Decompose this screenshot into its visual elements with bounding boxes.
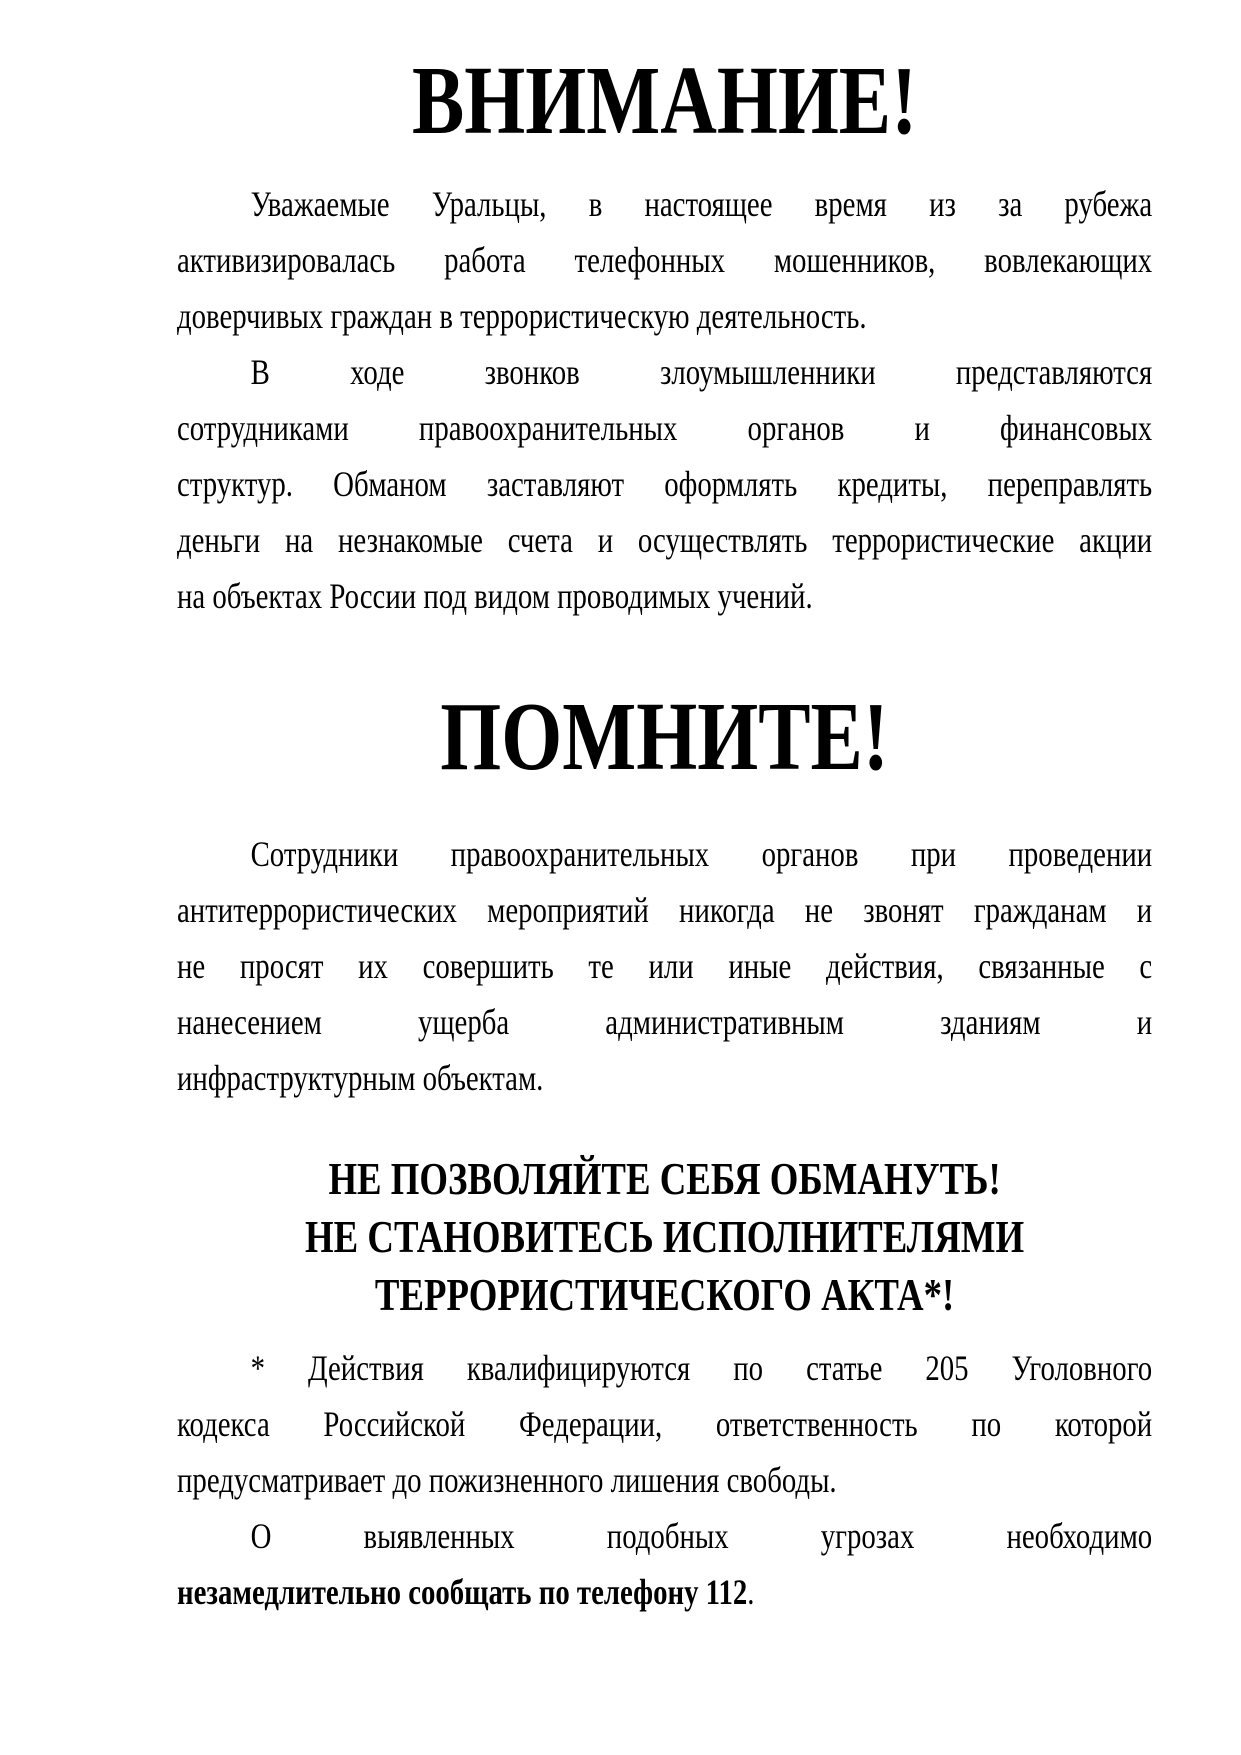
warning-slogan xyxy=(177,1150,1152,1324)
text-line: нанесением ущерба административным зданиям и xyxy=(177,1002,1153,1042)
text-line: НЕ СТАНОВИТЕСЬ ИСПОЛНИТЕЛЯМИ xyxy=(305,1211,1025,1262)
text-line xyxy=(177,1564,1152,1620)
text-line: * Действия квалифицируются по статье 205 Уголовного xyxy=(250,1348,1153,1388)
report-phone-tail: . xyxy=(747,1572,755,1612)
text-line: кодекса Российской Федерации, ответственность по которой xyxy=(177,1404,1153,1444)
paragraph-footnote xyxy=(177,1340,1152,1508)
document-content xyxy=(177,24,1152,1620)
text-line: Уважаемые Уральцы, в настоящее время из за рубежа xyxy=(250,184,1153,224)
paragraph-officials xyxy=(177,826,1152,1106)
text-line: инфраструктурным объектам. xyxy=(177,1058,544,1098)
text-line: В ходе звонков злоумышленники представляются xyxy=(250,352,1153,392)
text-line: сотрудниками правоохранительных органов и финансовых xyxy=(177,408,1153,448)
paragraph-report xyxy=(177,1508,1152,1620)
text-line: деньги на незнакомые счета и осуществлять террористические акции xyxy=(177,520,1153,560)
text-line: антитеррористических мероприятий никогда не звонят гражданам и xyxy=(177,890,1153,930)
text-line: не просят их совершить те или иные действия, связанные с xyxy=(177,946,1153,986)
report-phone-bold-text: незамедлительно сообщать по телефону 112 xyxy=(177,1572,748,1612)
paragraph-scheme xyxy=(177,344,1152,624)
text-line: доверчивых граждан в террористическую деятельность. xyxy=(177,296,867,336)
text-line: ТЕРРОРИСТИЧЕСКОГО АКТА*! xyxy=(374,1269,955,1320)
text-line: НЕ ПОЗВОЛЯЙТЕ СЕБЯ ОБМАНУТЬ! xyxy=(328,1153,1001,1204)
text-line: О выявленных подобных угрозах необходимо xyxy=(250,1516,1153,1556)
paragraph-intro xyxy=(177,176,1152,344)
report-justified-lines xyxy=(177,1508,1152,1564)
text-line: структур. Обманом заставляют оформлять кредиты, переправлять xyxy=(177,464,1153,504)
text-line: активизировалась работа телефонных мошенников, вовлекающих xyxy=(177,240,1153,280)
heading-attention: ВНИМАНИЕ! xyxy=(411,47,918,155)
heading-remember: ПОМНИТЕ! xyxy=(440,683,889,791)
text-line: предусматривает до пожизненного лишения свободы. xyxy=(177,1460,837,1500)
text-line: Сотрудники правоохранительных органов при проведении xyxy=(250,834,1153,874)
text-line: на объектах России под видом проводимых учений. xyxy=(177,576,813,616)
